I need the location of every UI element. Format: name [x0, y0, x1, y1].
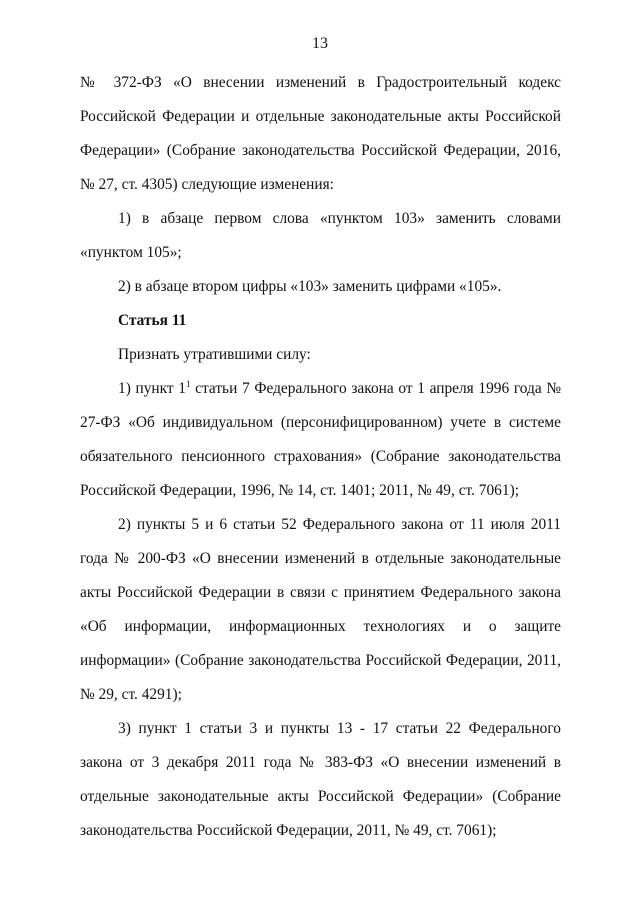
paragraph-repeal-3: 3) пункт 1 статьи 3 и пункты 13 - 17 статьи 22 Федерального закона от 3 декабря 2011 года № 383-ФЗ «О внесении изменений в отдельные законодательные акты Российской Федерации» (Собрание законодательства Российской Федерации, 2011, № 49, ст. 7061);	[80, 720, 561, 839]
paragraph-repeal-intro: Признать утратившими силу:	[118, 346, 311, 363]
repeal-1-rest: статьи 7 Федерального закона от 1 апреля 1996 года № 27-ФЗ «Об индивидуальном (персонифицированном) учете в системе обязательного пенсионного страхования» (Собрание законодательства Российской Федерации, 1996, № 14, ст. 1401; 2011, № 49, ст. 7061);	[80, 380, 561, 499]
paragraph-repeal-2: 2) пункты 5 и 6 статьи 52 Федерального закона от 11 июля 2011 года № 200-ФЗ «О внесении изменений в отдельные законодательные акты Российской Федерации в связи с принятием Федерального закона «Об информации, информационных технологиях и о защите информации» (Собрание законодательства Российской Федерации, 2011, № 29, ст. 4291);	[80, 516, 561, 703]
paragraph-continuation: № 372-ФЗ «О внесении изменений в Градостроительный кодекс Российской Федерации и отдельные законодательные акты Российской Федерации» (Собрание законодательства Российской Федерации, 2016, № 27, ст. 4305) следующие изменения:	[80, 74, 561, 193]
paragraph-repeal-1	[80, 372, 561, 508]
repeal-1-start: 1) пункт 1	[118, 380, 186, 397]
article-heading: Статья 11	[118, 312, 187, 329]
page-number: 13	[312, 35, 328, 52]
paragraph-item-1: 1) в абзаце первом слова «пунктом 103» заменить словами «пунктом 105»;	[80, 210, 561, 261]
document-body	[80, 66, 561, 848]
paragraph-item-2: 2) в абзаце втором цифры «103» заменить цифрами «105».	[118, 278, 502, 295]
superscript-mark: 1	[186, 378, 191, 389]
